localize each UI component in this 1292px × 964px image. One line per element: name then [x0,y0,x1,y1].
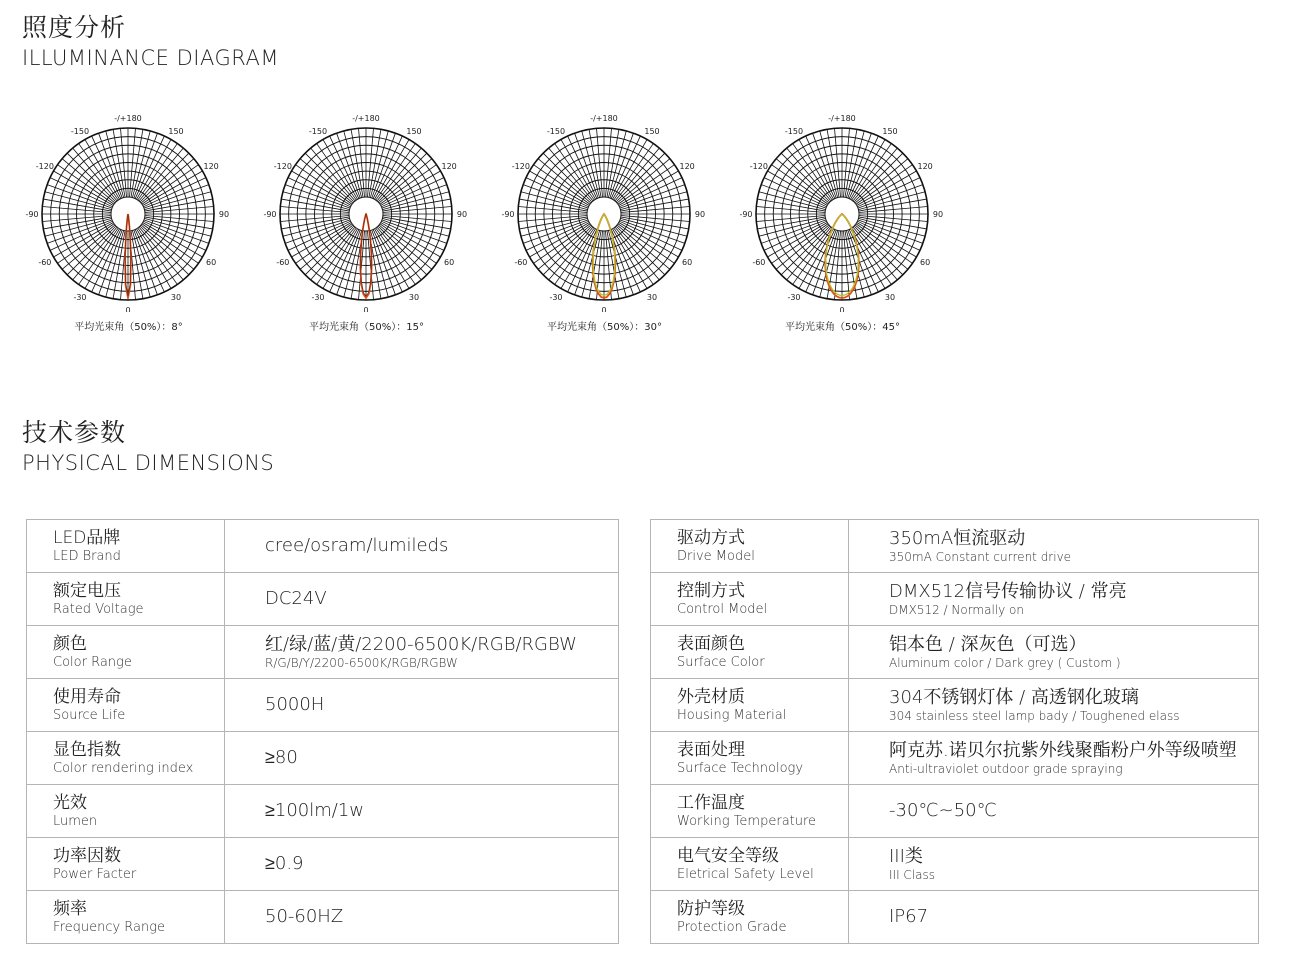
spec-row [651,891,1259,944]
beam-angle-caption: 平均光束角（50%）：45° [785,322,900,333]
polar-spoke [135,136,164,199]
spec-value-cell [849,626,1259,679]
spec-key-cn: 显色指数 [53,740,121,760]
angle-label: 30 [170,293,182,303]
spec-value: -30℃~50℃ [889,800,997,821]
spec-key-en: Source Life [53,708,126,723]
angle-label: -/+180 [352,114,380,123]
spec-value-cell [225,785,619,838]
spec-key-en: Rated Voltage [53,602,144,617]
illuminance-title-cn: 照度分析 [22,13,127,42]
spec-row [27,626,619,679]
polar-spoke [820,131,838,198]
polar-spoke [382,218,449,236]
polar-spoke [620,218,687,236]
angle-label: -90 [263,210,277,219]
spec-value-cell [225,838,619,891]
polar-diagram [492,112,717,337]
polar-spoke [857,178,920,207]
angle-label: 120 [441,162,457,171]
spec-key-cn: 外壳材质 [677,687,745,707]
polar-spoke [106,230,124,297]
spec-value: 铝本色 / 深灰色（可选） [889,633,1087,655]
polar-spoke [330,136,359,199]
spec-key-en: Surface Technology [677,761,804,776]
spec-key-en: Eletrical Safety Level [677,867,814,882]
spec-row [651,785,1259,838]
polar-spoke [759,218,826,236]
spec-key-cn: 额定电压 [53,581,121,601]
spec-key-en: LED Brand [53,549,121,564]
polar-spoke [344,230,362,297]
spec-value: DC24V [265,588,327,609]
polar-spoke [582,131,600,198]
spec-row [27,785,619,838]
polar-spoke [759,192,826,210]
polar-diagram [730,112,955,337]
beam-angle-caption: 平均光束角（50%）：30° [547,322,662,333]
spec-value-sub: 350mA Constant current drive [889,549,1072,564]
spec-value: 5000H [265,694,325,715]
spec-key-cell [27,573,225,626]
angle-label: -60 [752,258,766,267]
angle-label: -30 [73,293,87,303]
spec-key-en: Color Range [53,655,132,670]
polar-spoke [806,136,835,199]
polar-spoke [857,221,920,250]
polar-chart-svg [16,112,241,312]
polar-spoke [50,221,113,250]
angle-label: -90 [739,210,753,219]
spec-key-cn: LED品牌 [53,528,121,548]
polar-spoke [849,136,878,199]
angle-label: 150 [168,126,184,136]
polar-spoke [858,192,925,210]
angle-label: -60 [514,258,528,267]
spec-row [27,838,619,891]
polar-chart-svg [730,112,955,312]
angle-label: -30 [549,293,563,303]
spec-key-cell [27,679,225,732]
angle-label: 120 [679,162,695,171]
angle-label: -/+180 [828,114,856,123]
spec-value: 304不锈钢灯体 / 高透钢化玻璃 [889,686,1139,708]
polar-spoke [45,192,112,210]
spec-value-cell [225,520,619,573]
spec-key-cell [27,732,225,785]
spec-value-sub: R/G/B/Y/2200-6500K/RGB/RGBW [265,655,458,670]
angle-label: -30 [787,293,801,303]
spec-row [651,679,1259,732]
spec-value-cell [849,785,1259,838]
beam-angle-caption: 平均光束角（50%）：8° [74,322,183,333]
spec-key-en: Protection Grade [677,920,787,935]
angle-label: -120 [749,162,768,171]
polar-spoke [143,221,206,250]
spec-value: III类 [889,845,923,867]
polar-chart-svg [492,112,717,312]
spec-key-cell [651,891,849,944]
spec-key-cn: 驱动方式 [677,528,745,548]
spec-value: 350mA恒流驱动 [889,527,1026,549]
polar-spoke [858,218,925,236]
angle-label: 150 [644,126,660,136]
polar-spoke [132,230,150,297]
spec-key-en: Frequency Range [53,920,166,935]
spec-row [27,520,619,573]
spec-key-cell [27,520,225,573]
spec-key-cell [651,732,849,785]
spec-value: DMX512信号传输协议 / 常亮 [889,580,1127,602]
spec-value-sub: 304 stainless steel lamp bady / Toughened elass [889,708,1180,723]
angle-label: 30 [646,293,658,303]
polar-spoke [135,229,164,292]
polar-spoke [373,229,402,292]
spec-row [651,520,1259,573]
spec-key-cell [651,838,849,891]
polar-spoke [330,229,359,292]
polar-spoke [370,131,388,198]
spec-value-sub: Aluminum color / Dark grey ( Custom ) [889,655,1121,670]
spec-row [651,732,1259,785]
spec-key-cell [651,626,849,679]
spec-value: 红/绿/蓝/黄/2200-6500K/RGB/RGBW [265,633,577,655]
polar-spoke [283,218,350,236]
spec-row [651,626,1259,679]
spec-value: ≥80 [265,747,298,768]
angle-label: -/+180 [114,114,142,123]
spec-key-cn: 光效 [53,793,87,813]
spec-row [651,838,1259,891]
angle-label: 60 [682,258,693,267]
polar-spoke [806,229,835,292]
polar-spoke [144,218,211,236]
spec-row [27,679,619,732]
polar-spoke [619,178,682,207]
beam-angle-caption: 平均光束角（50%）：15° [309,322,424,333]
spec-key-cn: 表面颜色 [677,634,745,654]
angle-label: 90 [932,210,944,219]
polar-spoke [344,131,362,198]
spec-key-cn: 工作温度 [677,793,745,813]
spec-key-cell [651,520,849,573]
polar-spoke [373,136,402,199]
spec-row [27,732,619,785]
polar-spoke [526,221,589,250]
spec-key-cn: 防护等级 [677,899,745,919]
angle-label: -120 [35,162,54,171]
spec-value-cell [225,626,619,679]
spec-row [651,573,1259,626]
spec-value-sub: III Class [889,867,936,882]
spec-key-en: Color rendering index [53,761,194,776]
angle-label: 60 [444,258,455,267]
polar-spoke [381,178,444,207]
spec-table-right [650,519,1259,944]
polar-diagram [16,112,241,337]
spec-key-en: Working Temperature [677,814,817,829]
spec-key-cn: 控制方式 [677,581,745,601]
polar-spoke [92,229,121,292]
spec-key-en: Housing Material [677,708,787,723]
angle-label: 120 [917,162,933,171]
polar-diagram [254,112,479,337]
polar-spoke [619,221,682,250]
spec-value: ≥100lm/1w [265,800,365,821]
spec-value-cell [225,679,619,732]
polar-spoke [568,136,597,199]
polar-spoke [521,218,588,236]
polar-spoke [92,136,121,199]
spec-row [27,891,619,944]
spec-key-en: Power Facter [53,867,137,882]
spec-key-en: Drive Model [677,549,755,564]
angle-label: 30 [884,293,896,303]
spec-key-cn: 频率 [53,899,87,919]
angle-label: 90 [218,210,230,219]
angle-label: -150 [546,126,566,136]
angle-label: 150 [882,126,898,136]
spec-key-cn: 电气安全等级 [677,846,779,866]
spec-key-cn: 功率因数 [53,846,121,866]
polar-spoke [608,131,626,198]
spec-value-cell [225,891,619,944]
angle-label: -30 [311,293,325,303]
polar-spoke [50,178,113,207]
spec-key-en: Surface Color [677,655,765,670]
spec-value: cree/osram/lumileds [265,535,449,556]
polar-spoke [849,229,878,292]
spec-key-cell [27,785,225,838]
spec-value: IP67 [889,906,929,927]
spec-value-cell [849,732,1259,785]
polar-spoke [288,178,351,207]
spec-value: ≥0.9 [265,853,304,874]
spec-value: 50-60HZ [265,906,344,927]
spec-value-cell [849,520,1259,573]
angle-label: -90 [501,210,515,219]
angle-label: -150 [784,126,804,136]
spec-key-cell [651,679,849,732]
specs-title-cn: 技术参数 [22,418,127,447]
polar-spoke [764,221,827,250]
angle-label: 0 [839,306,845,312]
spec-value-sub: DMX512 / Normally on [889,602,1025,617]
polar-spoke [611,136,640,199]
spec-key-cn: 使用寿命 [53,687,121,707]
angle-label: 60 [206,258,217,267]
angle-label: 90 [694,210,706,219]
specs-title-en: PHYSICAL DIMENSIONS [22,451,275,475]
polar-spoke [526,178,589,207]
illuminance-title-en: ILLUMINANCE DIAGRAM [22,46,279,70]
polar-spoke [283,192,350,210]
angle-label: 0 [601,306,607,312]
angle-label: 120 [203,162,219,171]
angle-label: -60 [276,258,290,267]
spec-value-sub: Anti-ultraviolet outdoor grade spraying [889,761,1123,776]
polar-spoke [382,192,449,210]
angle-label: 30 [408,293,420,303]
angle-label: -60 [38,258,52,267]
polar-spoke [370,230,388,297]
polar-spoke [144,192,211,210]
angle-label: 90 [456,210,468,219]
angle-label: 0 [363,306,369,312]
angle-label: -150 [70,126,90,136]
spec-row [27,573,619,626]
angle-label: -90 [25,210,39,219]
angle-label: 60 [920,258,931,267]
polar-spoke [288,221,351,250]
spec-value-cell [849,679,1259,732]
angle-label: -120 [511,162,530,171]
spec-key-cell [651,785,849,838]
polar-spoke [45,218,112,236]
angle-label: 0 [125,306,131,312]
spec-value-cell [225,732,619,785]
angle-label: -120 [273,162,292,171]
spec-value: 阿克苏.诺贝尔抗紫外线聚酯粉户外等级喷塑 [889,739,1237,761]
spec-key-cell [651,573,849,626]
spec-value-cell [849,891,1259,944]
spec-key-cn: 表面处理 [677,740,745,760]
spec-value-cell [849,838,1259,891]
spec-key-cell [27,891,225,944]
polar-spoke [106,131,124,198]
polar-spoke [132,131,150,198]
polar-spoke [846,131,864,198]
spec-value-cell [849,573,1259,626]
angle-label: -/+180 [590,114,618,123]
polar-spoke [143,178,206,207]
angle-label: -150 [308,126,328,136]
angle-label: 150 [406,126,422,136]
polar-spoke [620,192,687,210]
spec-key-cn: 颜色 [53,634,87,654]
spec-key-cell [27,838,225,891]
polar-spoke [381,221,444,250]
spec-table-left [26,519,619,944]
polar-spoke [521,192,588,210]
spec-key-en: Lumen [53,814,98,829]
polar-chart-svg [254,112,479,312]
spec-key-cell [27,626,225,679]
spec-value-cell [225,573,619,626]
spec-key-en: Control Model [677,602,768,617]
polar-spoke [764,178,827,207]
